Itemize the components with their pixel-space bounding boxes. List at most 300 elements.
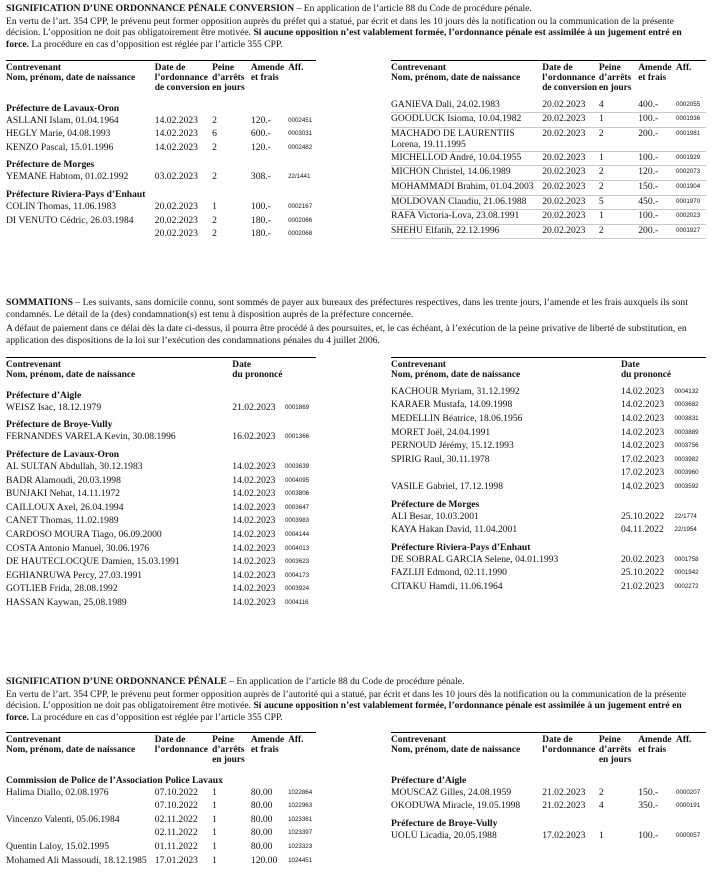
table-header: [391, 64, 706, 94]
prefecture-heading: [6, 185, 316, 201]
offender-name: CARDOSO MOURA Tiago, 06.09.2000: [6, 528, 162, 540]
prefecture-heading: [391, 814, 706, 830]
section-sommations: [6, 297, 706, 346]
date-cell: 14.02.2023: [620, 480, 665, 492]
offender-name: [391, 467, 621, 481]
table-header: [6, 361, 316, 381]
table-row: [391, 113, 706, 128]
table-header: [391, 361, 706, 381]
table-row: [391, 524, 706, 538]
table-row: [391, 127, 706, 151]
case-ref: 0003982: [674, 455, 699, 463]
case-ref: 0002066: [288, 216, 313, 224]
case-ref: 0004013: [284, 544, 310, 552]
table-row: [391, 181, 706, 196]
table-row: [6, 787, 316, 801]
date-cell: 14.02.2023: [232, 501, 276, 513]
table-row: [391, 210, 706, 225]
table-row: [391, 581, 706, 595]
case-ref: 0003983: [284, 517, 310, 525]
record-table: [6, 64, 316, 242]
offender-name: WEISZ Isac, 18.12.1979: [6, 401, 102, 413]
days-cell: 1: [598, 829, 604, 841]
offender-name: MICHELLOD André, 10.04.1955: [391, 151, 542, 166]
case-ref: 0001942: [674, 569, 699, 577]
table-row: [6, 475, 316, 489]
table-row: [391, 481, 706, 495]
days-cell: 2: [212, 171, 217, 183]
offender-name: MOUSCAZ Gilles, 24.08.1959: [391, 786, 512, 798]
header-row: [6, 361, 316, 381]
offender-name: COLIN Thomas, 11.06.1983: [6, 201, 117, 212]
table-row: [6, 402, 316, 416]
amount-cell: 600.-: [250, 128, 271, 140]
offender-name: CAILLOUX Axel, 26.04.1994: [6, 501, 124, 513]
case-ref: 0001869: [284, 403, 310, 411]
case-ref: 0002272: [674, 582, 699, 590]
date-cell: 17.02.2023: [620, 453, 665, 465]
case-ref: 22/1954: [674, 526, 697, 534]
offender-name: MOHAMMADI Brahim, 01.04.2003: [391, 181, 542, 196]
offender-name: PERNOUD Jérémy, 15.12.1993: [391, 440, 514, 452]
table-row: [391, 195, 706, 210]
case-ref: 0002055: [676, 99, 706, 113]
table-row: [6, 814, 316, 828]
table-body: [391, 381, 706, 595]
case-ref: 0001970: [676, 195, 706, 210]
table-body: [6, 766, 316, 869]
offender-name: FERNANDES VARELA Kevin, 30.08.1996: [6, 431, 176, 443]
offender-name: [6, 228, 155, 242]
case-ref: 0001904: [676, 181, 706, 196]
header-rule: [6, 732, 316, 733]
record-table: [391, 64, 706, 239]
offender-name: SPIRIG Raul, 30.11.1978: [391, 453, 490, 465]
table-row: [6, 827, 316, 841]
column-header: Contrevenant Nom, prénom, date de naissance: [6, 360, 136, 380]
column-header: Contrevenant Nom, prénom, date de naissance: [391, 63, 521, 83]
date-cell: 01.11.2022: [154, 841, 198, 852]
column-header: Aff.: [288, 735, 304, 745]
section-title: SOMMATIONS: [6, 297, 73, 308]
table-row: [391, 413, 706, 427]
prefecture-heading: [6, 386, 316, 402]
amount-cell: 150.-: [638, 786, 659, 798]
date-cell: 21.02.2023: [620, 580, 665, 592]
case-ref: 0002073: [676, 166, 706, 181]
table-row: [6, 215, 316, 229]
header-rule: [391, 60, 706, 61]
header-rule: [391, 732, 706, 733]
days-cell: 4: [598, 800, 604, 812]
date-cell: 21.02.2023: [232, 401, 276, 413]
column-header: Date de l’ordonnance de conversion: [542, 63, 598, 93]
offender-name: UOLÙ Licadia, 20.05.1988: [391, 829, 497, 841]
case-ref: 0001927: [676, 224, 706, 239]
date-cell: 14.02.2023: [232, 596, 276, 608]
column-header: Amende et frais: [250, 63, 285, 83]
offender-name: AL SULTAN Abdullah, 30.12.1983: [6, 460, 143, 472]
date-cell: 20.02.2023: [542, 210, 599, 225]
column-header: Peine d’arrêts en jours: [598, 63, 632, 93]
record-table: [391, 736, 706, 843]
case-ref: 0003806: [284, 490, 310, 498]
offender-name: BADR Alamoudi, 20.03.1998: [6, 474, 121, 486]
record-table: [6, 736, 316, 868]
column-header: Amende et frais: [638, 735, 672, 755]
offender-name: Mohamed Ali Massoudi, 18.12.1985: [6, 854, 147, 866]
text: En vertu de l’art. 354 CPP, le prévenu peut former opposition auprès du préfet qui a statué, par écrit et dans les 10 jours dès la notification ou la communication de la présente décision. L’opposition ne doit pas obligatoirement être motivée.: [6, 15, 674, 38]
table-row: [6, 431, 316, 445]
table-row: [391, 151, 706, 166]
offender-name: OKODUWA Miracle, 19.05.1998: [391, 800, 521, 812]
table-row: [6, 502, 316, 516]
days-cell: 2: [598, 786, 604, 798]
case-ref: 0003682: [674, 401, 699, 409]
date-cell: 04.11.2022: [620, 524, 664, 536]
offender-name: BUNJAKI Nehat, 14.11.1972: [6, 488, 120, 500]
prefecture-name: Préfecture de Morges: [391, 498, 480, 510]
table-left: [6, 361, 316, 610]
offender-name: CITAKU Hamdi, 11.06.1964: [391, 580, 503, 592]
section-heading: [6, 676, 706, 688]
amount-cell: 80.00: [250, 827, 273, 839]
case-ref: 0000057: [676, 831, 701, 839]
offender-name: DI VENUTO Cédric, 26.03.1984: [6, 214, 134, 226]
record-table: [6, 361, 316, 610]
date-cell: 20.02.2023: [154, 228, 198, 240]
prefecture-heading: [6, 445, 316, 461]
case-ref: 0001981: [676, 127, 706, 151]
table-row: [6, 855, 316, 869]
prefecture-name: Commission de Police de l’Association Police Lavaux: [6, 774, 223, 786]
date-cell: 17.02.2023: [620, 467, 665, 479]
column-header: Aff.: [676, 735, 692, 745]
offender-name: EGHIANRUWA Percy, 27.03.1991: [6, 569, 143, 581]
date-cell: 20.02.2023: [542, 113, 599, 128]
section-ordonnance-penale: [6, 676, 706, 723]
prefecture-name: Préfecture Riviera-Pays d’Enhaut: [6, 189, 146, 200]
days-cell: 1: [212, 786, 217, 798]
section-heading: [6, 297, 706, 320]
prefecture-name: Préfecture d’Aigle: [6, 389, 82, 401]
table-header: [391, 736, 706, 766]
column-header: Aff.: [288, 63, 304, 73]
offender-name: VASILE Gabriel, 17.12.1998: [391, 480, 504, 492]
amount-cell: 180.-: [250, 228, 271, 240]
table-body: [6, 381, 316, 611]
date-cell: 14.02.2023: [232, 460, 276, 472]
date-cell: 14.02.2023: [620, 399, 665, 411]
column-header: Date de l’ordonnance: [154, 735, 208, 755]
prefecture-heading: [6, 771, 316, 787]
case-ref: 0003639: [284, 462, 310, 470]
table-row: [6, 529, 316, 543]
offender-name: ALI Besar, 10.03.2001: [391, 510, 479, 522]
table-row: [6, 515, 316, 529]
table-row: [391, 554, 706, 568]
table-row: [391, 427, 706, 441]
date-cell: 14.02.2023: [620, 412, 665, 424]
date-cell: 20.02.2023: [154, 201, 198, 212]
header-row: [6, 736, 316, 766]
case-ref: 22/1441: [288, 173, 311, 181]
offender-name: MORET Joël, 24.04.1991: [391, 426, 491, 438]
days-cell: 2: [599, 127, 638, 151]
offender-name: CANET Thomas, 11.02.1989: [6, 515, 119, 527]
offender-name: Halima Diallo, 02.08.1976: [6, 786, 109, 798]
date-cell: 14.02.2023: [232, 474, 276, 486]
date-cell: 14.02.2023: [620, 426, 665, 438]
table-right: [391, 736, 706, 843]
offender-name: [6, 800, 155, 814]
emphasis-text: Si aucune opposition n’est valablement formée, l’ordonnance pénale est assimilée à un jugement entré en force.: [6, 700, 682, 723]
days-cell: 1: [212, 854, 217, 866]
table-row: [6, 171, 316, 185]
table-row: [391, 166, 706, 181]
date-cell: 14.02.2023: [232, 542, 276, 554]
amount-cell: 80.00: [250, 800, 273, 812]
offender-name: COSTA Antonio Manuel, 30.06.1976: [6, 542, 150, 554]
date-cell: 20.02.2023: [154, 214, 198, 226]
date-cell: 25.10.2022: [620, 510, 665, 522]
date-cell: 02.11.2022: [154, 827, 198, 839]
days-cell: 2: [212, 228, 217, 240]
table-row: [6, 597, 316, 611]
column-header: Date du prononcé: [232, 360, 283, 380]
days-cell: 1: [212, 841, 217, 852]
table-row: [6, 800, 316, 814]
date-cell: 17.02.2023: [542, 829, 586, 841]
amount-cell: 200.-: [638, 127, 676, 151]
header-row: [391, 736, 706, 766]
column-header: Contrevenant Nom, prénom, date de naissance: [6, 63, 136, 83]
date-cell: 20.02.2023: [542, 181, 599, 196]
table-left: [6, 64, 316, 242]
date-cell: 14.02.2023: [620, 440, 665, 452]
table-row: [391, 800, 706, 814]
case-ref: 0004173: [284, 571, 310, 579]
table-body: [6, 94, 316, 242]
section-title: SIGNIFICATION D’UNE ORDONNANCE PÉNALE: [6, 676, 227, 687]
case-ref: 0000191: [676, 802, 701, 810]
amount-cell: 100.-: [638, 113, 676, 128]
legal-paragraph: [6, 16, 706, 51]
case-ref: 1023397: [288, 829, 313, 837]
date-cell: 14.02.2023: [154, 141, 198, 153]
table-row: [391, 567, 706, 581]
column-header: Contrevenant Nom, prénom, date de naissance: [391, 360, 521, 380]
case-ref: 0001929: [676, 151, 706, 166]
case-ref: 0000207: [676, 788, 701, 796]
days-cell: 5: [599, 195, 638, 210]
case-ref: 0002068: [288, 230, 313, 238]
column-header: Peine d’arrêts en jours: [212, 735, 245, 765]
section-intro: – Les suivants, sans domicile connu, sont sommés de payer aux bureaux des préfectures respectives, dans les trente jours, l’amende et les frais auxquels ils sont condamnés. Le détail de la (des) condamnation(s) est tenu à disposition auprès de la préfecture concernée.: [6, 297, 688, 320]
case-ref: 0002023: [676, 210, 706, 225]
column-header: Peine d’arrêts en jours: [212, 63, 245, 93]
prefecture-heading: [391, 538, 706, 554]
days-cell: 2: [599, 181, 638, 196]
table-right: [391, 64, 706, 239]
date-cell: 20.02.2023: [542, 151, 599, 166]
table-body: [391, 766, 706, 844]
offender-name: RAFA Victoria-Lova, 23.08.1991: [391, 210, 542, 225]
prefecture-name: Préfecture de Lavaux-Oron: [6, 448, 120, 460]
date-cell: 14.02.2023: [232, 556, 276, 568]
date-cell: 20.02.2023: [620, 553, 665, 565]
days-cell: 2: [212, 141, 217, 153]
table-body: [391, 94, 706, 239]
amount-cell: 180.-: [250, 214, 271, 226]
column-header: Date du prononcé: [620, 360, 672, 380]
amount-cell: 100.-: [638, 151, 676, 166]
column-header: Contrevenant Nom, prénom, date de naissance: [391, 735, 521, 755]
date-cell: 14.02.2023: [154, 114, 198, 126]
table-row: [6, 142, 316, 156]
offender-name: KAYA Hakan David, 11.04.2001: [391, 524, 518, 536]
header-row: [6, 64, 316, 94]
table-row: [391, 440, 706, 454]
case-ref: 0003592: [674, 482, 699, 490]
amount-cell: 80.00: [250, 841, 273, 852]
prefecture-heading: [391, 771, 706, 787]
table-row: [391, 224, 706, 239]
date-cell: 16.02.2023: [232, 431, 276, 443]
case-ref: 1022963: [288, 802, 313, 810]
text: La procédure en cas d’opposition est réglée par l’article 355 CPP.: [29, 711, 283, 723]
offender-name: KENZO Pascal, 15.01.1996: [6, 141, 114, 153]
days-cell: 4: [599, 99, 638, 113]
case-ref: 1023323: [288, 843, 313, 850]
case-ref: 0004144: [284, 530, 310, 538]
column-header: Amende et frais: [638, 63, 672, 83]
prefecture-heading: [6, 415, 316, 431]
days-cell: 6: [212, 128, 217, 140]
date-cell: 03.02.2023: [154, 171, 198, 183]
table-row: [6, 583, 316, 597]
section-heading: [6, 3, 706, 15]
header-row: [391, 361, 706, 381]
date-cell: 20.02.2023: [542, 99, 599, 113]
offender-name: HASSAN Kaywan, 25.08.1989: [6, 596, 127, 608]
offender-name: KARAER Mustafa, 14.09.1998: [391, 399, 513, 411]
amount-cell: 150.-: [638, 181, 676, 196]
prefecture-name: Préfecture de Lavaux-Oron: [6, 102, 120, 114]
offender-name: DE HAUTECLOCQUE Damien, 15.03.1991: [6, 556, 180, 568]
days-cell: 1: [212, 800, 217, 812]
header-rule: [6, 60, 316, 61]
case-ref: 0004132: [674, 387, 699, 395]
table-right: [391, 361, 706, 594]
case-ref: 0004116: [284, 598, 309, 606]
case-ref: 0003756: [674, 442, 699, 450]
date-cell: 25.10.2022: [620, 567, 665, 579]
date-cell: 14.02.2023: [232, 569, 276, 581]
table-header: [6, 64, 316, 94]
table-row: [391, 511, 706, 525]
days-cell: 1: [599, 113, 638, 128]
date-cell: 14.02.2023: [154, 128, 198, 140]
case-ref: 0003889: [674, 428, 699, 436]
case-ref: 1023361: [288, 815, 313, 823]
offender-name: SHEHU Elfatih, 22.12.1996: [391, 224, 542, 239]
case-ref: 0001936: [676, 113, 706, 128]
amount-cell: 120.-: [250, 141, 271, 153]
amount-cell: 350.-: [638, 800, 659, 812]
prefecture-name: Préfecture de Broye-Vully: [6, 419, 113, 431]
table-row: [391, 454, 706, 468]
section-ordonnance-conversion: [6, 3, 706, 50]
case-ref: 22/1774: [674, 512, 697, 520]
offender-name: MICHON Christel, 14.06.1989: [391, 166, 542, 181]
amount-cell: 450.-: [638, 195, 676, 210]
date-cell: 21.02.2023: [542, 800, 586, 812]
table-row: [6, 115, 316, 129]
case-ref: 1022864: [288, 788, 313, 796]
amount-cell: 200.-: [638, 224, 676, 239]
offender-name: KACHOUR Myriam, 31.12.1992: [391, 385, 520, 397]
offender-name: GANIEVA Dali, 24.02.1983: [391, 99, 542, 113]
offender-name: Quentin Laloy, 15.02.1995: [6, 841, 110, 852]
offender-name: GOTLIEB Frida, 28.08.1992: [6, 583, 118, 595]
table-row: [6, 128, 316, 142]
table-row: [391, 386, 706, 400]
text: La procédure en cas d’opposition est réglée par l’article 355 CPP.: [29, 38, 283, 50]
offender-name: GOODLUCK Isioma, 10.04.1982: [391, 113, 542, 128]
column-header: Amende et frais: [250, 735, 285, 755]
table-row: [6, 570, 316, 584]
date-cell: 02.11.2022: [154, 813, 198, 825]
table-row: [6, 461, 316, 475]
case-ref: 0003924: [284, 585, 310, 593]
text: En vertu de l’art. 354 CPP, le prévenu peut former opposition auprès de l’autorité qui a statué, par écrit et dans les 10 jours dès la notification ou la communication de la présente décision. L’opposition ne doit pas obligatoirement être motivée.: [6, 688, 687, 711]
days-cell: 1: [599, 210, 638, 225]
amount-cell: 400.-: [638, 99, 676, 113]
table-row: [6, 201, 316, 215]
table-row: [391, 830, 706, 844]
table-row: [6, 228, 316, 242]
header-row: [391, 64, 706, 94]
table-row: [391, 467, 706, 481]
amount-cell: 80.00: [250, 786, 273, 798]
date-cell: 14.02.2023: [232, 488, 276, 500]
date-cell: 14.02.2023: [232, 583, 276, 595]
amount-cell: 308.-: [250, 171, 271, 183]
table-row: [6, 556, 316, 570]
column-header: Date de l’ordonnance: [542, 735, 596, 755]
offender-name: HEGLY Marie, 04.08.1993: [6, 128, 111, 140]
amount-cell: 120.00: [250, 854, 278, 866]
case-ref: 0003031: [288, 130, 313, 138]
case-ref: 0004095: [284, 476, 310, 484]
section-title: SIGNIFICATION D’UNE ORDONNANCE PÉNALE CONVERSION: [6, 3, 295, 14]
case-ref: 0002482: [288, 143, 313, 151]
date-cell: 20.02.2023: [542, 166, 599, 181]
date-cell: 20.02.2023: [542, 127, 599, 151]
offender-name: ASLLANI Islam, 01.04.1964: [6, 114, 119, 126]
offender-name: DE SOBRAL GARCIA Selene, 04.01.1993: [391, 553, 559, 565]
column-header: Contrevenant Nom, prénom, date de naissance: [6, 735, 136, 755]
offender-name: [6, 827, 155, 841]
days-cell: 1: [599, 151, 638, 166]
prefecture-name: Préfecture d’Aigle: [391, 774, 467, 786]
case-ref: 0003647: [284, 503, 310, 511]
date-cell: 14.02.2023: [232, 528, 276, 540]
days-cell: 2: [212, 114, 217, 126]
date-cell: 20.02.2023: [542, 224, 599, 239]
prefecture-heading: [6, 99, 316, 115]
